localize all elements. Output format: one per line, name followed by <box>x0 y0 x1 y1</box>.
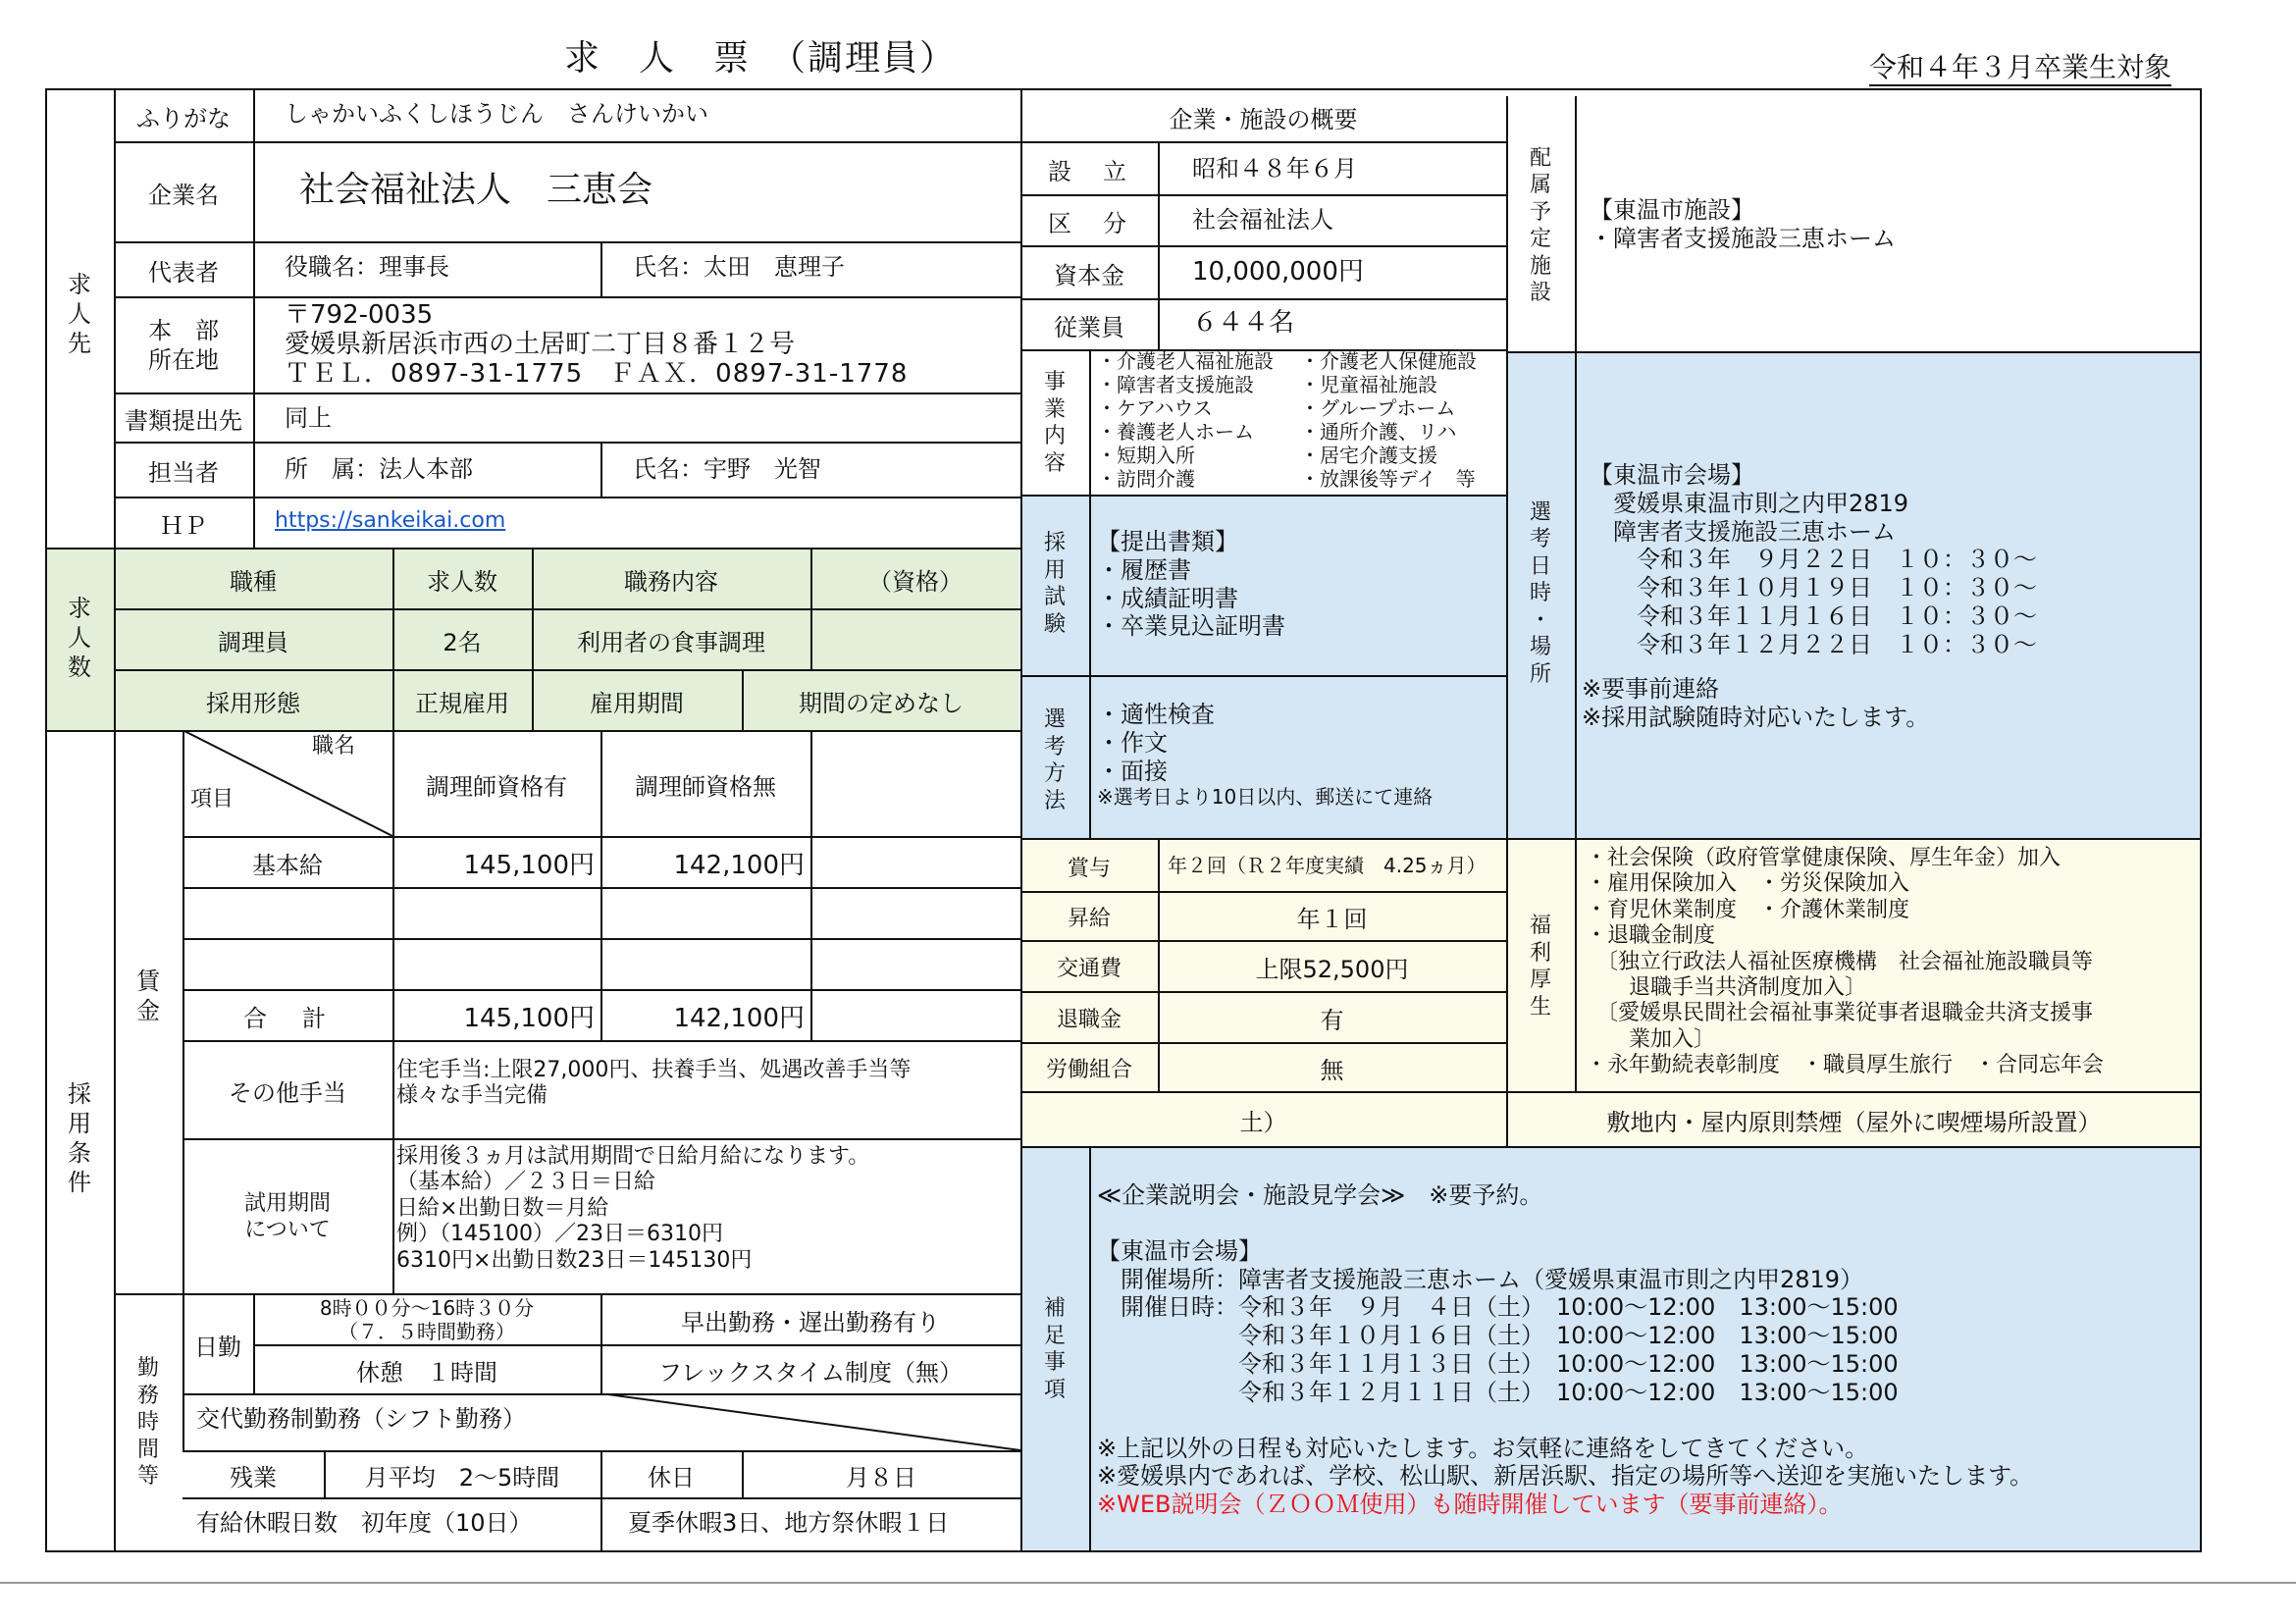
business-list-right: ・介護老人保健施設 ・児童福祉施設 ・グループホーム ・通所介護、リハ ・居宅介護支援 ・放課後等デイ 等 <box>1300 349 1477 491</box>
employment-period: 期間の定めなし <box>799 689 964 717</box>
job-qualification <box>810 610 1020 669</box>
company-name: 社会福祉法人 三恵会 <box>299 170 653 210</box>
overtime-label: 残業 <box>230 1463 277 1492</box>
category-value: 社会福祉法人 <box>1192 206 1333 234</box>
shift-diagonal <box>600 1393 1020 1450</box>
furigana-value: しゃかいふくしほうじん さんけいかい <box>285 100 708 128</box>
commute-label: 交通費 <box>1056 956 1122 981</box>
raise-value: 年１回 <box>1296 905 1368 933</box>
welfare-label: 福 利 厚 生 <box>1529 914 1551 1020</box>
other-allowance: 住宅手当:上限27,000円、扶養手当、処遇改善手当等 様々な手当完備 <box>396 1058 912 1109</box>
diagonal-divider <box>183 730 392 836</box>
contact-name: 氏名：宇野 光智 <box>633 455 821 483</box>
hq-label: 本 部 所在地 <box>148 317 219 374</box>
col-job-header: 職種 <box>230 567 277 596</box>
schedule-label: 選 考 日 時 ・ 場 所 <box>1529 499 1551 687</box>
bonus-value: 年２回（Ｒ２年度実績 4.25ヵ月） <box>1168 854 1487 877</box>
diag-item-label: 項目 <box>190 787 235 812</box>
section-conditions-label: 採 用 条 件 <box>68 1080 91 1196</box>
business-list-left: ・介護老人福祉施設 ・障害者支援施設 ・ケアハウス ・養護老人ホーム ・短期入所 ・訪問介護 <box>1097 349 1274 491</box>
trial-label: 試用期間 について <box>243 1190 331 1242</box>
retirement-label: 退職金 <box>1056 1007 1122 1032</box>
total-label: 合 計 <box>243 1004 332 1032</box>
diag-job-label: 職名 <box>312 734 356 759</box>
holiday-label: 休日 <box>648 1463 695 1492</box>
break-time: 休憩 １時間 <box>356 1358 497 1387</box>
business-label: 事 業 内 容 <box>1043 370 1066 476</box>
early-late-shift: 早出勤務・遅出勤務有り <box>681 1308 940 1336</box>
representative-label: 代表者 <box>148 258 219 287</box>
company-label: 企業名 <box>148 181 219 209</box>
day-shift-hours: 8時００分～16時３０分 <box>319 1295 535 1320</box>
web-briefing-note: ※WEB説明会（ＺＯＯＭ使用）も随時開催しています（要事前連絡）。 <box>1097 1491 1843 1519</box>
base-salary-label: 基本給 <box>252 851 323 879</box>
contact-label: 担当者 <box>148 458 219 487</box>
representative-title: 役職名：理事長 <box>285 253 449 281</box>
employment-type: 正規雇用 <box>415 689 509 717</box>
opening-count: 2名 <box>443 628 482 656</box>
placement-label: 配 属 予 定 施 設 <box>1529 145 1551 305</box>
hp-label: ＨＰ <box>160 511 207 540</box>
job-duties: 利用者の食事調理 <box>577 628 765 656</box>
schedule-list: 【東温市会場】 愛媛県東温市則之内甲2819 障害者支援施設三恵ホーム 令和３年 ９月２２日 １０：３０～ 令和３年１０月１９日 １０：３０～ 令和３年１１月１６日 １０：３０～ 令和３年１２月２２日 １０：３０～ <box>1590 461 2037 658</box>
employment-period-label: 雇用期間 <box>590 689 684 717</box>
supplement-details: ≪企業説明会・施設見学会≫ ※要予約。 【東温市会場】 開催場所：障害者支援施設三恵ホーム（愛媛県東温市則之内甲2819） 開催日時：令和３年 ９月 ４日（土） 10:00～12:00 13:00～15:00 令和３年１０月１６日（土） 10:00～12:00 13:00～15:00 令和３年１１月１３日（土） 10:00～12:00 13:00～15:00 令和３年１２月１１日（土） 10:00～12:00 13:00～15:00 ※上記以外の日程も対応いたします。お気軽に連絡をしてきてください。 ※愛媛県内であれば、学校、松山駅、新居浜駅、指定の場所等へ送迎を実施いたします。 ※WEB説明会（ＺＯＯＭ使用）も随時開催しています（要事前連絡）。 <box>1097 1181 2034 1519</box>
overtime-value: 月平均 2～5時間 <box>364 1463 560 1492</box>
furigana-label: ふりがな <box>136 104 231 132</box>
day-shift-hours-note: （７．５時間勤務） <box>339 1319 515 1343</box>
hq-address: 愛媛県新居浜市西の土居町二丁目８番１２号 <box>285 330 796 359</box>
employees-label: 従業員 <box>1054 313 1124 341</box>
established-label: 設 立 <box>1048 157 1130 185</box>
contact-dept: 所 属：法人本部 <box>285 455 473 483</box>
representative-name: 氏名：太田 恵理子 <box>633 253 845 281</box>
flex-time: フレックスタイム制度（無） <box>657 1358 964 1387</box>
retirement-value: 有 <box>1320 1006 1344 1034</box>
work-hours-label: 勤 務 時 間 等 <box>136 1356 159 1490</box>
overview-heading: 企業・施設の概要 <box>1169 105 1358 133</box>
base-salary-unqualified: 142,100円 <box>673 850 805 880</box>
col-duties-header: 職務内容 <box>624 567 718 596</box>
bonus-label: 賞与 <box>1067 856 1111 881</box>
established-value: 昭和４８年６月 <box>1192 155 1357 183</box>
col-count-header: 求人数 <box>427 567 497 596</box>
shift-work: 交代勤務制勤務（シフト勤務） <box>196 1405 526 1433</box>
supplement-label: 補 足 事 項 <box>1043 1296 1066 1402</box>
other-allowance-label: その他手当 <box>229 1078 346 1107</box>
raise-label: 昇給 <box>1067 906 1111 931</box>
page-title: 求 人 票 （調理員） <box>564 38 958 79</box>
exam-method: ・適性検査 ・作文 ・面接 ※選考日より10日以内、郵送にて連絡 <box>1097 701 1434 810</box>
employees-value: ６４４名 <box>1192 308 1295 338</box>
hp-link[interactable]: https://sankeikai.com <box>275 508 506 533</box>
employment-type-label: 採用形態 <box>206 689 300 717</box>
day-shift-label: 日勤 <box>194 1333 241 1361</box>
hq-postal: 〒792-0035 <box>285 300 434 330</box>
submit-to-label: 書類提出先 <box>125 406 242 435</box>
job-title: 調理員 <box>218 628 288 656</box>
total-unqualified: 142,100円 <box>673 1003 805 1033</box>
page-bottom-rule <box>0 1582 2296 1584</box>
section-openings-label: 求 人 数 <box>68 595 91 681</box>
capital-label: 資本金 <box>1054 261 1124 289</box>
commute-value: 上限52,500円 <box>1255 955 1409 983</box>
total-qualified: 145,100円 <box>463 1003 595 1033</box>
trial-details: 採用後３ヵ月は試用期間で日給月給になります。 （基本給）／２３日＝日給 日給×出勤日数＝月給 例）（145100）／23日＝6310円 6310円×出勤日数23日＝145130円 <box>396 1144 870 1273</box>
summer-leave: 夏季休暇3日、地方祭休暇１日 <box>628 1509 950 1537</box>
paid-leave: 有給休暇日数 初年度（10日） <box>196 1509 533 1537</box>
exam-method-label: 選 考 方 法 <box>1043 707 1066 813</box>
saturday-note: 土） <box>1239 1108 1287 1136</box>
col-qual-header: （資格） <box>868 567 963 596</box>
exam-docs: 【提出書類】 ・履歴書 ・成績証明書 ・卒業見込証明書 <box>1097 528 1285 641</box>
col-qualified: 調理師資格有 <box>426 772 567 801</box>
union-label: 労働組合 <box>1045 1057 1132 1082</box>
exam-docs-label: 採 用 試 験 <box>1043 531 1066 637</box>
wage-label: 賃 金 <box>136 968 160 1024</box>
smoking-policy: 敷地内・屋内原則禁煙（屋外に喫煙場所設置） <box>1606 1108 2102 1136</box>
base-salary-qualified: 145,100円 <box>463 850 595 880</box>
capital-value: 10,000,000円 <box>1192 257 1364 287</box>
col-unqualified: 調理師資格無 <box>635 772 776 801</box>
submit-to-value: 同上 <box>285 404 332 432</box>
category-label: 区 分 <box>1048 209 1130 237</box>
section-recruiter-label: 求 人 先 <box>68 271 91 357</box>
target-graduates: 令和４年３月卒業生対象 <box>1869 51 2171 86</box>
placement-list: 【東温市施設】 ・障害者支援施設三恵ホーム <box>1590 196 1896 252</box>
holiday-value: 月８日 <box>846 1463 916 1492</box>
hq-tel-fax: ＴＥＬ．0897-31-1775 ＦＡＸ．0897-31-1778 <box>285 359 909 389</box>
union-value: 無 <box>1320 1056 1344 1084</box>
welfare-list: ・社会保険（政府管掌健康保険、厚生年金）加入 ・雇用保険加入 ・労災保険加入 ・育児休業制度 ・介護休業制度 ・退職金制度 〔独立行政法人福祉医療機構 社会福祉施設職員等 退職手当共済制度加入〕 〔愛媛県民間社会福祉事業従事者退職金共済支援事 業加入〕 ・永年勤続表彰制度 ・職員厚生旅行 ・合同忘年会 <box>1586 846 2105 1078</box>
schedule-notes: ※要事前連絡 ※採用試験随時対応いたします。 <box>1582 675 1930 731</box>
